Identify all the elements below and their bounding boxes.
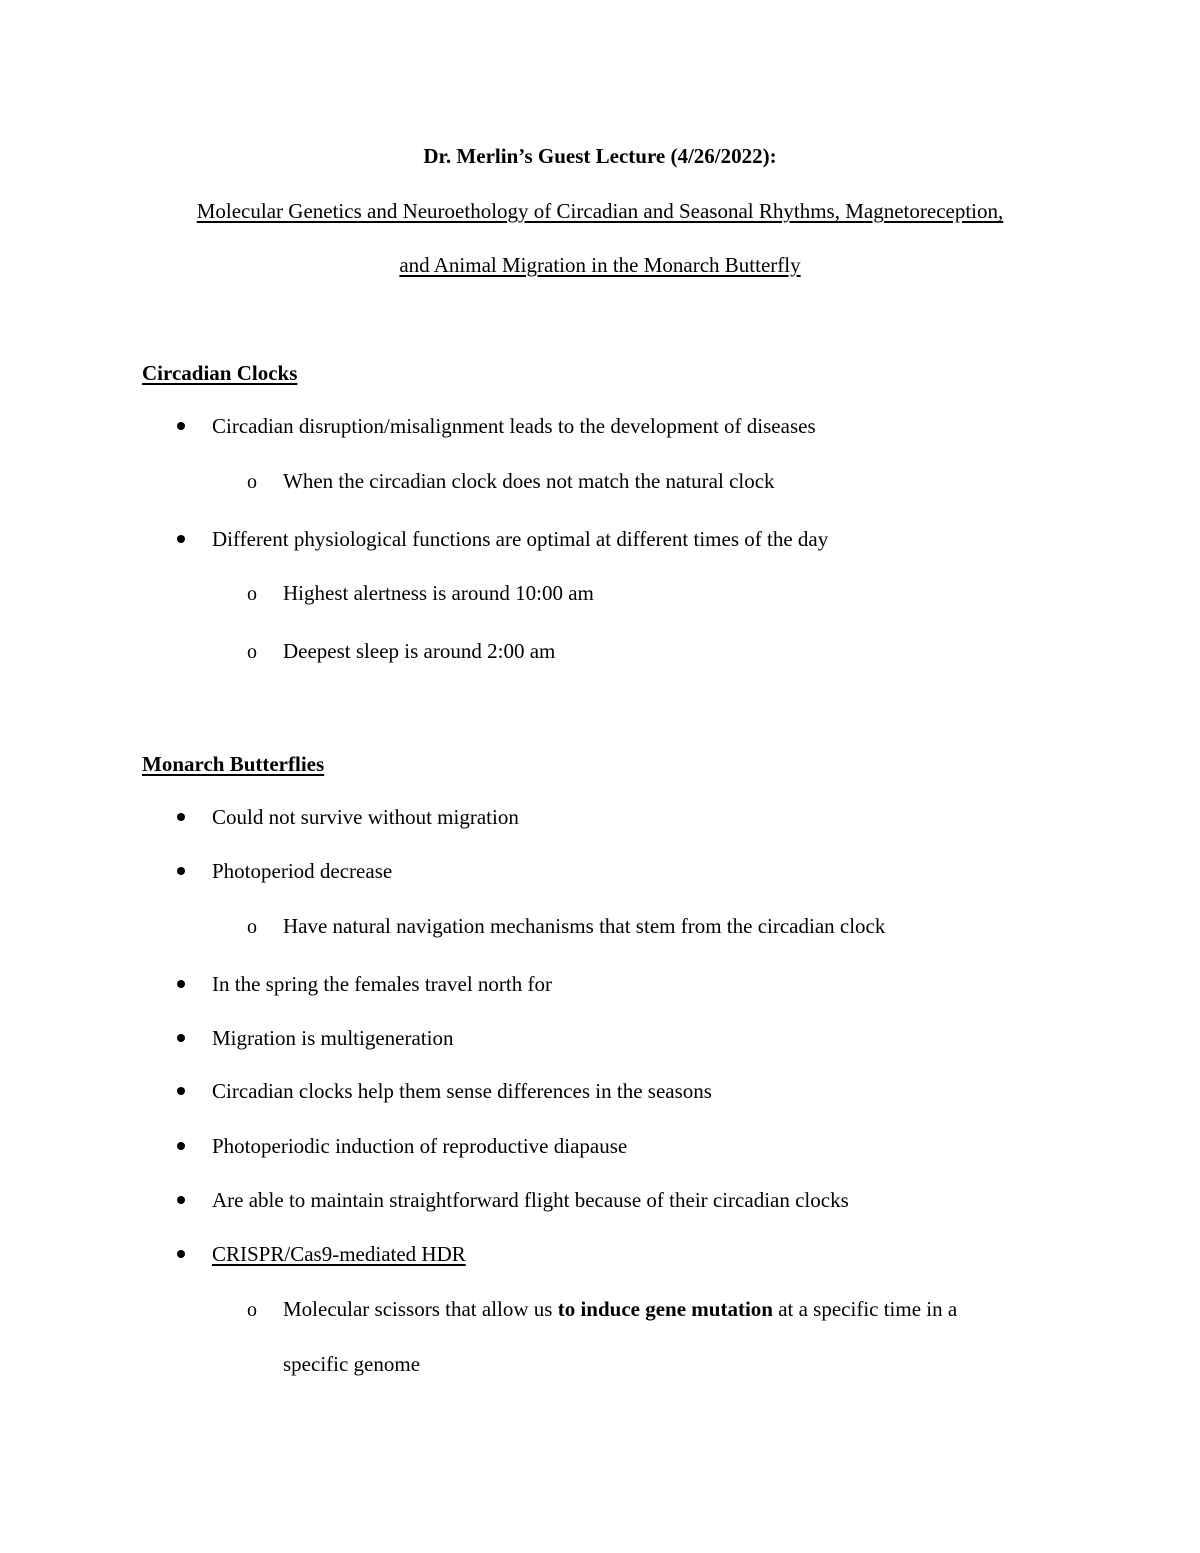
sub-list-item-text: Have natural navigation mechanisms that stem from the circadian clock xyxy=(283,914,886,938)
list-item-text: Photoperiodic induction of reproductive diapause xyxy=(212,1134,628,1158)
sub-list-item-text-continued: specific genome xyxy=(283,1352,421,1376)
bullet-dot xyxy=(177,1087,185,1095)
bullet-dot xyxy=(177,1196,185,1204)
document-subtitle-line-2: and Animal Migration in the Monarch Butterfly xyxy=(399,253,801,277)
bullet-dot xyxy=(177,1142,185,1150)
bullet-dot xyxy=(177,813,185,821)
list-item-text: Photoperiod decrease xyxy=(212,859,393,883)
document-subtitle-line-1: Molecular Genetics and Neuroethology of Circadian and Seasonal Rhythms, Magnetoreception, xyxy=(196,199,1004,223)
list-item-text: In the spring the females travel north for xyxy=(212,972,552,996)
list-item-text: Different physiological functions are optimal at different times of the day xyxy=(212,527,829,551)
bullet-dot xyxy=(177,867,185,875)
sub-list-item-text-post: at a specific time in a xyxy=(772,1297,958,1321)
section-heading-circadian-clocks: Circadian Clocks xyxy=(142,361,298,385)
document-title: Dr. Merlin’s Guest Lecture (4/26/2022): xyxy=(423,144,777,168)
sub-bullet-marker: o xyxy=(247,641,257,663)
sub-list-item-text-bold: to induce gene mutation xyxy=(557,1297,773,1321)
section-heading-monarch-butterflies: Monarch Butterflies xyxy=(142,752,325,776)
sub-bullet-marker: o xyxy=(247,583,257,605)
sub-list-item-text-pre: Molecular scissors that allow us xyxy=(283,1297,558,1321)
sub-bullet-marker: o xyxy=(247,916,257,938)
bullet-dot xyxy=(177,980,185,988)
bullet-dot xyxy=(177,1034,185,1042)
bullet-dot xyxy=(177,535,185,543)
sub-list-item-text: Deepest sleep is around 2:00 am xyxy=(283,639,556,663)
sub-bullet-marker: o xyxy=(247,1299,257,1321)
bullet-dot xyxy=(177,422,185,430)
list-item-text: Could not survive without migration xyxy=(212,805,519,829)
bullet-dot xyxy=(177,1250,185,1258)
list-item-text-crispr: CRISPR/Cas9-mediated HDR xyxy=(212,1242,466,1266)
sub-bullet-marker: o xyxy=(247,471,257,493)
list-item-text: Circadian clocks help them sense differences in the seasons xyxy=(212,1079,712,1103)
sub-list-item-text: Highest alertness is around 10:00 am xyxy=(283,581,594,605)
sub-list-item-text xyxy=(283,1299,957,1320)
list-item-text: Migration is multigeneration xyxy=(212,1026,454,1050)
list-item-text: Are able to maintain straightforward flight because of their circadian clocks xyxy=(212,1188,849,1212)
sub-list-item-text: When the circadian clock does not match the natural clock xyxy=(283,469,775,493)
list-item-text: Circadian disruption/misalignment leads to the development of diseases xyxy=(212,414,816,438)
